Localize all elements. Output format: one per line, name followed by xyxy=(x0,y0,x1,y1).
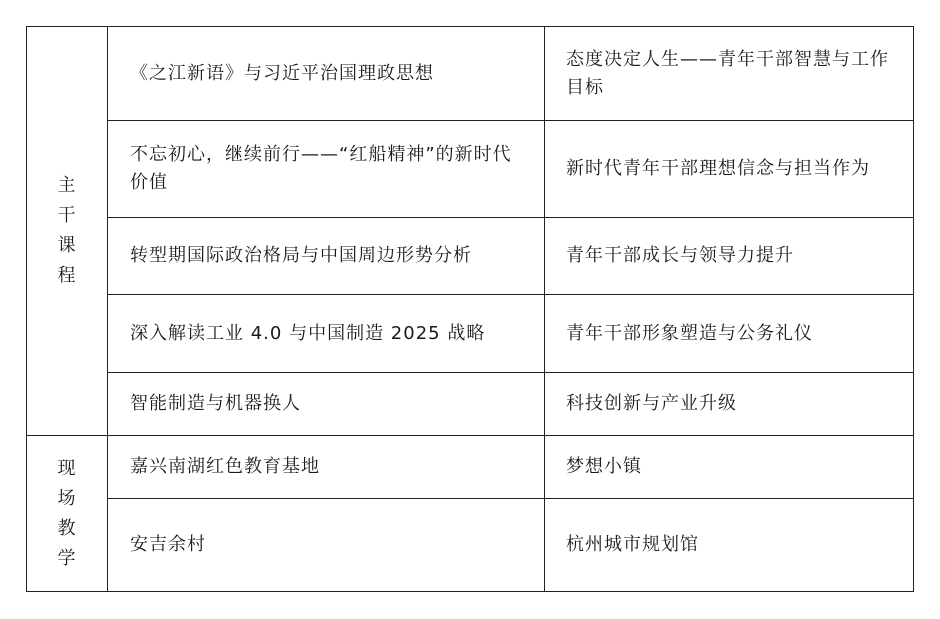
course-cell: 科技创新与产业升级 xyxy=(545,373,914,436)
course-cell: 不忘初心，继续前行——“红船精神”的新时代价值 xyxy=(108,121,545,218)
table-row xyxy=(27,27,914,121)
site-cell: 安吉余村 xyxy=(108,499,545,592)
course-cell: 深入解读工业 4.0 与中国制造 2025 战略 xyxy=(108,295,545,373)
site-cell: 嘉兴南湖红色教育基地 xyxy=(108,436,545,499)
site-cell: 梦想小镇 xyxy=(545,436,914,499)
course-cell: 青年干部形象塑造与公务礼仪 xyxy=(545,295,914,373)
course-cell: 新时代青年干部理想信念与担当作为 xyxy=(545,121,914,218)
table-row xyxy=(27,218,914,295)
course-cell: 态度决定人生——青年干部智慧与工作目标 xyxy=(545,27,914,121)
category-core-label: 主干课程 xyxy=(57,175,77,286)
category-field-label: 现场教学 xyxy=(57,457,77,569)
table-row xyxy=(27,295,914,373)
table-row xyxy=(27,499,914,592)
course-cell: 转型期国际政治格局与中国周边形势分析 xyxy=(108,218,545,295)
category-field-teaching xyxy=(27,436,108,592)
curriculum-table xyxy=(26,26,914,592)
table-row xyxy=(27,436,914,499)
course-cell: 《之江新语》与习近平治国理政思想 xyxy=(108,27,545,121)
site-cell: 杭州城市规划馆 xyxy=(545,499,914,592)
course-cell: 青年干部成长与领导力提升 xyxy=(545,218,914,295)
table-row xyxy=(27,121,914,218)
course-cell: 智能制造与机器换人 xyxy=(108,373,545,436)
category-core-courses xyxy=(27,27,108,436)
table-row xyxy=(27,373,914,436)
